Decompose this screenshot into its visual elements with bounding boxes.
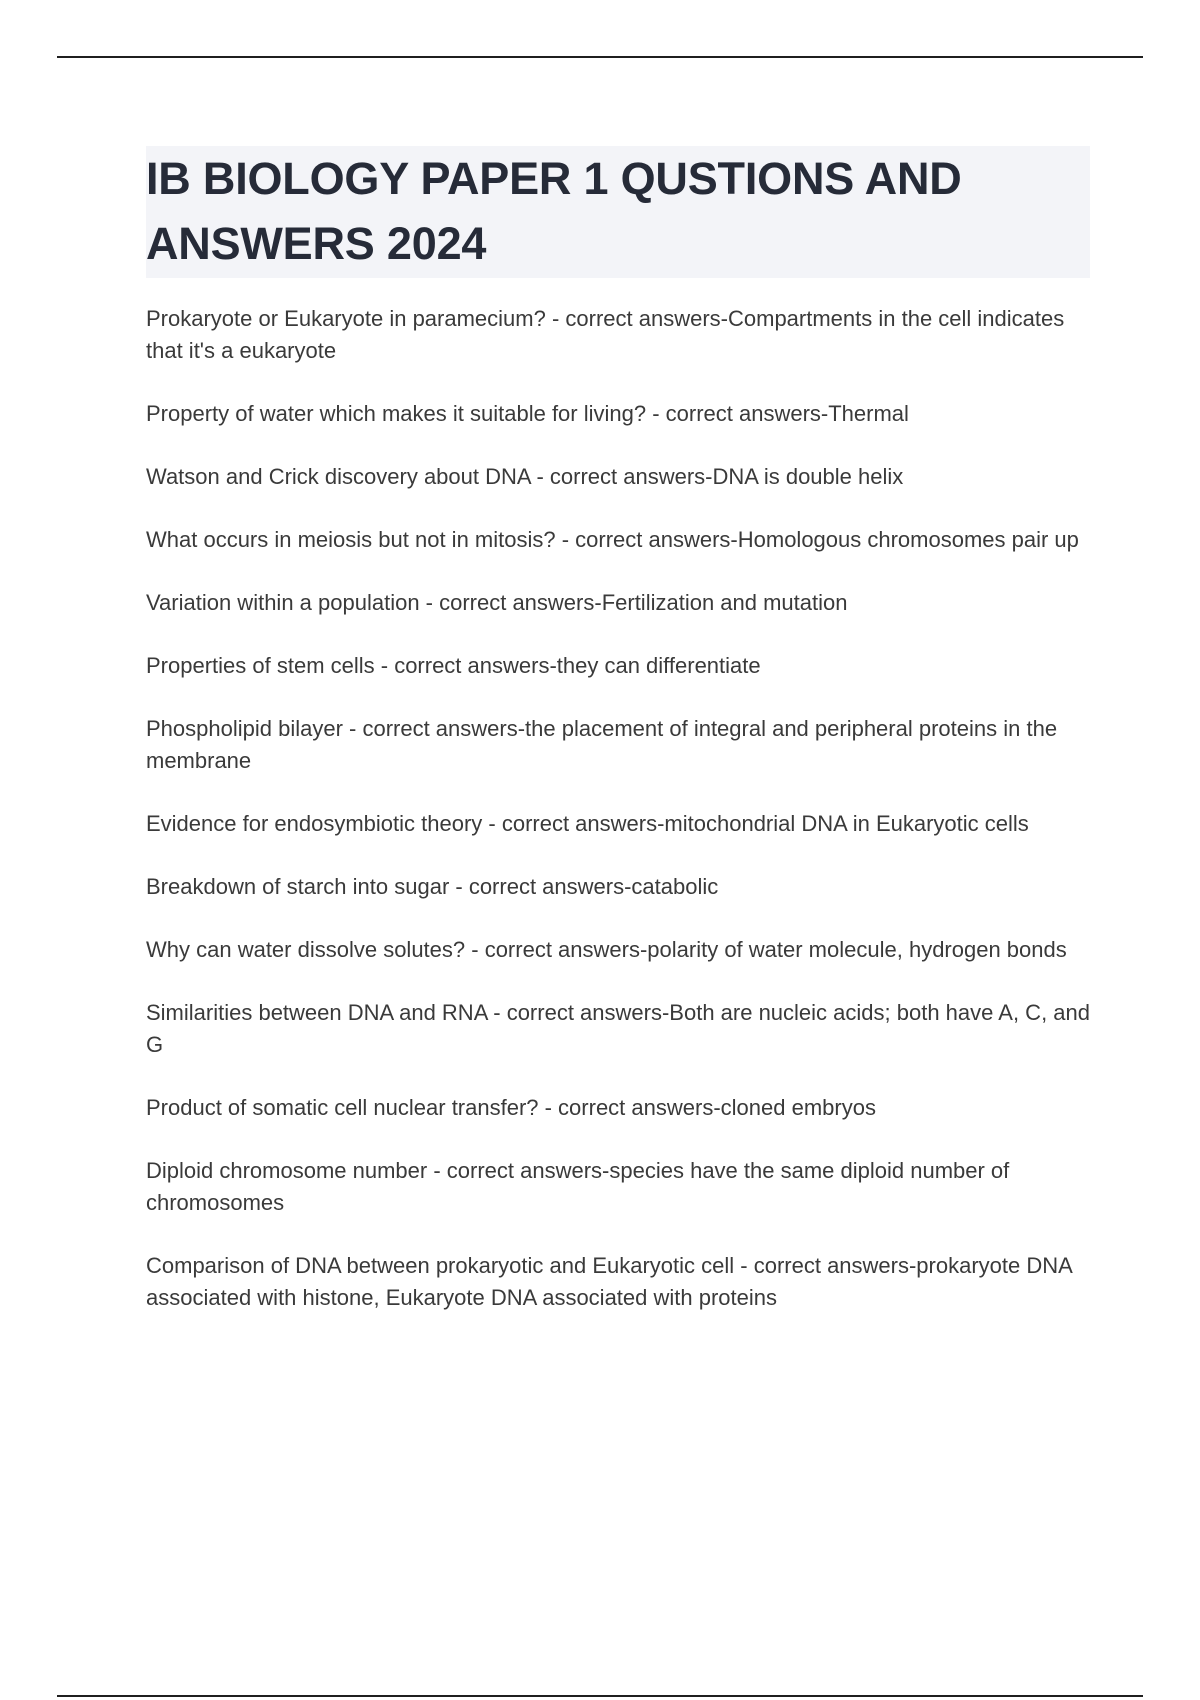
qa-item: Comparison of DNA between prokaryotic and Eukaryotic cell - correct answers-prokaryote DNA associated with histone, Eukaryote DNA associated with proteins	[146, 1253, 1072, 1310]
qa-item: Evidence for endosymbiotic theory - correct answers-mitochondrial DNA in Eukaryotic cells	[146, 811, 1029, 836]
qa-item: Phospholipid bilayer - correct answers-the placement of integral and peripheral proteins in the membrane	[146, 716, 1058, 773]
qa-item: Watson and Crick discovery about DNA - correct answers-DNA is double helix	[146, 464, 904, 489]
qa-item: Variation within a population - correct answers-Fertilization and mutation	[146, 590, 848, 615]
top-divider	[57, 56, 1143, 58]
page-title: IB BIOLOGY PAPER 1 QUSTIONS AND ANSWERS 2024	[146, 153, 962, 269]
qa-item: Breakdown of starch into sugar - correct answers-catabolic	[146, 874, 719, 899]
title-block	[146, 146, 1090, 278]
qa-list	[146, 303, 1096, 1345]
qa-item: What occurs in meiosis but not in mitosis? - correct answers-Homologous chromosomes pair up	[146, 527, 1079, 552]
qa-item: Diploid chromosome number - correct answers-species have the same diploid number of chromosomes	[146, 1158, 1010, 1215]
qa-item: Properties of stem cells - correct answers-they can differentiate	[146, 653, 761, 678]
bottom-divider	[57, 1695, 1143, 1697]
qa-item: Similarities between DNA and RNA - correct answers-Both are nucleic acids; both have A, C, and G	[146, 1000, 1091, 1057]
qa-item: Why can water dissolve solutes? - correct answers-polarity of water molecule, hydrogen bonds	[146, 937, 1067, 962]
qa-item: Product of somatic cell nuclear transfer? - correct answers-cloned embryos	[146, 1095, 876, 1120]
qa-item: Prokaryote or Eukaryote in paramecium? - correct answers-Compartments in the cell indicates that it's a eukaryote	[146, 306, 1065, 363]
qa-item: Property of water which makes it suitable for living? - correct answers-Thermal	[146, 401, 909, 426]
